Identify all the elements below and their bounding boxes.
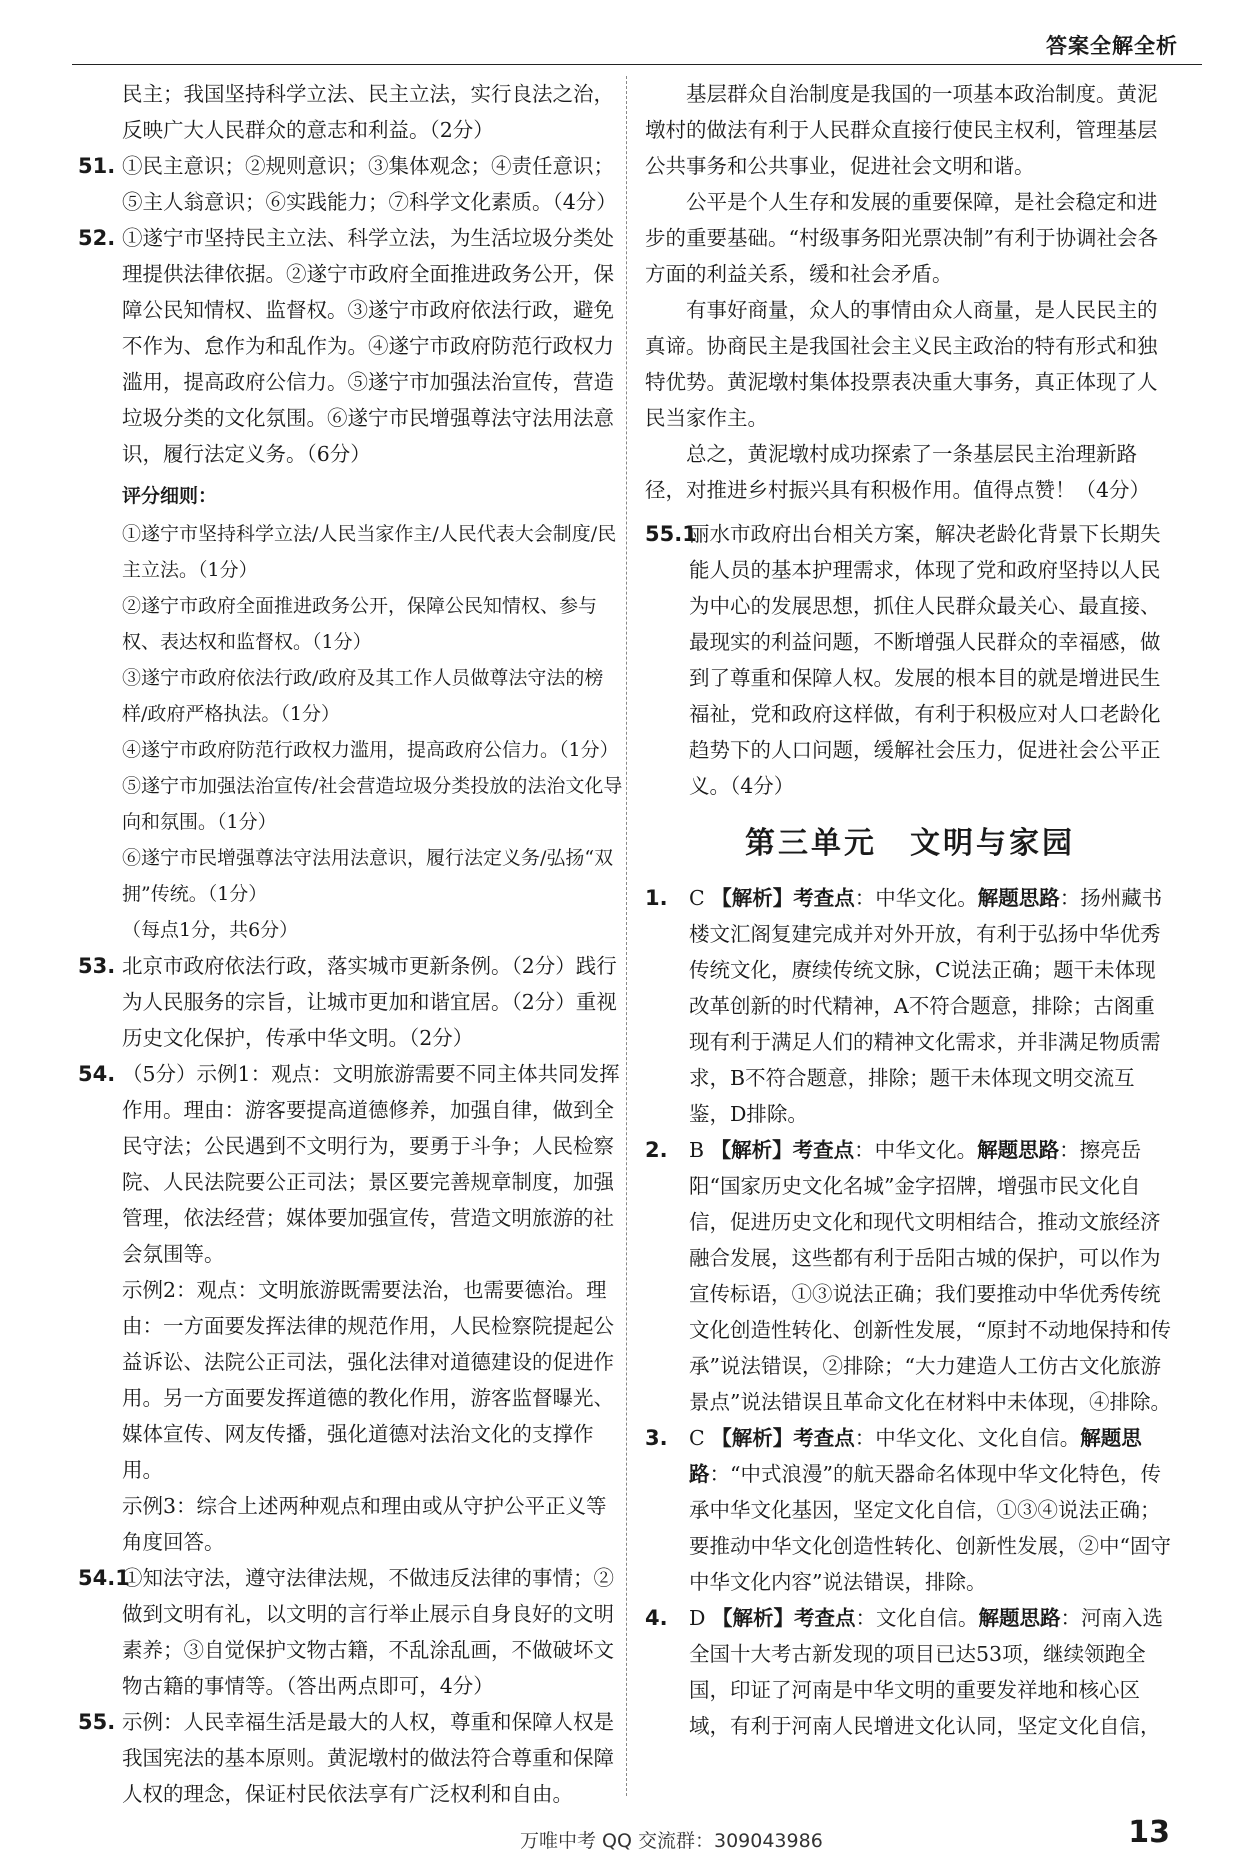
- answer-54: [78, 1056, 623, 1560]
- answer-text: ①遂宁市坚持民主立法、科学立法，为生活垃圾分类处理提供法律依据。②遂宁市政府全面推进政务公开，保障公民知情权、监督权。③遂宁市政府依法行政，避免不作为、怠作为和乱作为。④遂宁市政府防范行政权力滥用，提高政府公信力。⑤遂宁市加强法治宣传，营造垃圾分类的文化氛围。⑥遂宁市民增强尊法守法用法意识，履行法定义务。（6分）: [122, 226, 614, 466]
- answer-53: [78, 948, 623, 1056]
- scoring-detail: ①遂宁市坚持科学立法/人民当家作主/人民代表大会制度/民主立法。（1分）: [122, 523, 617, 581]
- explanation: ：“中式浪漫”的航天器命名体现中华文化特色，传承中华文化基因，坚定文化自信，①③④说法正确；要推动中华文化创造性转化、创新性发展，②中“固守中华文化内容”说法错误，排除。: [689, 1462, 1171, 1594]
- answer-54-1: [78, 1560, 623, 1704]
- scoring-detail: （每点1分，共6分）: [122, 919, 299, 941]
- analysis-label: 【解析】: [710, 1138, 793, 1162]
- answer-text: [689, 1132, 1175, 1420]
- choice: D: [689, 1606, 706, 1630]
- example-1: （5分）示例1：观点：文明旅游需要不同主体共同发挥作用。理由：游客要提高道德修养，加强自律，做到全民守法；公民遇到不文明行为，要勇于斗争；人民检察院、人民法院要公正司法；景区要完善规章制度，加强管理，依法经营；媒体要加强宣传，营造文明旅游的社会氛围等。: [122, 1062, 620, 1266]
- scoring-detail: ④遂宁市政府防范行政权力滥用，提高政府公信力。（1分）: [122, 739, 619, 761]
- header-rule: [72, 64, 1202, 65]
- answer-text: ①知法守法，遵守法律法规，不做违反法律的事情；②做到文明有礼，以文明的言行举止展示自身良好的文明素养；③自觉保护文物古籍，不乱涂乱画，不做破坏文物古籍的事情等。（答出两点即可，4分）: [122, 1566, 614, 1698]
- right-column: [645, 76, 1175, 1744]
- scoring-detail-title: 评分细则：: [122, 485, 218, 507]
- answer-2: [645, 1132, 1175, 1420]
- question-number: 54.: [78, 1062, 116, 1086]
- choice: C: [689, 886, 705, 910]
- question-number: 1.: [645, 886, 668, 910]
- paragraph: 基层群众自治制度是我国的一项基本政治制度。黄泥墩村的做法有利于人民群众直接行使民主权利，管理基层公共事务和公共事业，促进社会文明和谐。: [645, 82, 1158, 178]
- explanation: ：扬州藏书楼文汇阁复建完成并对外开放，有利于弘扬中华优秀传统文化，赓续传统文脉，C说法正确；题干未体现改革创新的时代精神，A不符合题意，排除；古阁重现有利于满足人们的精神文化需求，并非满足物质需求，B不符合题意，排除；题干未体现文明交流互鉴，D排除。: [689, 886, 1163, 1126]
- answer-55-1: [645, 516, 1175, 804]
- thinking-label: 解题思路: [977, 1138, 1060, 1162]
- question-number: 53.: [78, 954, 116, 978]
- point: ：中华文化、文化自信。: [854, 1426, 1081, 1450]
- answer-55: [78, 1704, 623, 1812]
- question-number: 54.1: [78, 1566, 130, 1590]
- question-number: 3.: [645, 1426, 668, 1450]
- explanation: ：擦亮岳阳“国家历史文化名城”金字招牌，增强市民文化自信，促进历史文化和现代文明相结合，推动文旅经济融合发展，这些都有利于岳阳古城的保护，可以作为宣传标语，①③说法正确；我们要推动中华优秀传统文化创造性转化、创新性发展，“原封不动地保持和传承”说法错误，②排除；“大力建造人工仿古文化旅游景点”说法错误且革命文化在材料中未体现，④排除。: [689, 1138, 1171, 1414]
- answer-3: [645, 1420, 1175, 1600]
- column-divider: [626, 76, 627, 1796]
- question-number: 55.: [78, 1710, 116, 1734]
- answer-text: ①民主意识；②规则意识；③集体观念；④责任意识；⑤主人翁意识；⑥实践能力；⑦科学文化素质。（4分）: [122, 154, 617, 214]
- answer-51: [78, 148, 623, 220]
- question-number: 51.: [78, 154, 116, 178]
- analysis-label: 【解析】: [711, 1426, 794, 1450]
- footer-brand: 万唯中考 QQ 交流群：309043986: [520, 1830, 823, 1852]
- scoring-detail: ⑥遂宁市民增强尊法守法用法意识，履行法定义务/弘扬“双拥”传统。（1分）: [122, 847, 614, 905]
- point-label: 考查点: [793, 886, 855, 910]
- answer-text: [689, 1600, 1175, 1744]
- question-number: 2.: [645, 1138, 668, 1162]
- question-number: 4.: [645, 1606, 668, 1630]
- analysis-label: 【解析】: [711, 886, 794, 910]
- page-number: 13: [1128, 1815, 1170, 1850]
- paragraph: 有事好商量，众人的事情由众人商量，是人民民主的真谛。协商民主是我国社会主义民主政治的特有形式和独特优势。黄泥墩村集体投票表决重大事务，真正体现了人民当家作主。: [645, 298, 1158, 430]
- answer-text: 丽水市政府出台相关方案，解决老龄化背景下长期失能人员的基本护理需求，体现了党和政府坚持以人民为中心的发展思想，抓住人民群众最关心、最直接、最现实的利益问题，不断增强人民群众的幸福感，做到了尊重和保障人权。发展的根本目的就是增进民生福祉，党和政府这样做，有利于积极应对人口老龄化趋势下的人口问题，缓解社会压力，促进社会公平正义。（4分）: [689, 522, 1161, 798]
- question-number: 52.: [78, 226, 116, 250]
- thinking-label: 解题思路: [977, 886, 1060, 910]
- left-column: [78, 76, 623, 1812]
- answer-text: 北京市政府依法行政，落实城市更新条例。（2分）践行为人民服务的宗旨，让城市更加和谐宜居。（2分）重视历史文化保护，传承中华文明。（2分）: [122, 954, 617, 1050]
- header-tag: 答案全解全析: [1046, 34, 1178, 58]
- answer-text: 示例：人民幸福生活是最大的人权，尊重和保障人权是我国宪法的基本原则。黄泥墩村的做法符合尊重和保障人权的理念，保证村民依法享有广泛权利和自由。: [122, 1710, 614, 1806]
- answer-text: [689, 1420, 1175, 1600]
- unit-title: 第三单元 文明与家园: [745, 826, 1075, 861]
- point-label: 考查点: [793, 1606, 856, 1630]
- point: ：中华文化。: [854, 1138, 978, 1162]
- question-number: 55.1: [645, 522, 697, 546]
- point: ：中华文化。: [854, 886, 978, 910]
- choice: C: [689, 1426, 705, 1450]
- answer-text: [689, 880, 1175, 1132]
- point: ：文化自信。: [855, 1606, 979, 1630]
- explanation: ：河南入选全国十大考古新发现的项目已达53项，继续领跑全国，印证了河南是中华文明的重要发祥地和核心区域，有利于河南人民增进文化认同，坚定文化自信，: [689, 1606, 1163, 1738]
- choice: B: [689, 1138, 705, 1162]
- answer-52: [78, 220, 623, 948]
- example-2: 示例2：观点：文明旅游既需要法治，也需要德治。理由：一方面要发挥法律的规范作用，人民检察院提起公益诉讼、法院公正司法，强化法律对道德建设的促进作用。另一方面要发挥道德的教化作用，游客监督曝光、媒体宣传、网友传播，强化道德对法治文化的支撑作用。: [122, 1278, 614, 1482]
- paragraph: 公平是个人生存和发展的重要保障，是社会稳定和进步的重要基础。“村级事务阳光票决制”有利于协调社会各方面的利益关系，缓和社会矛盾。: [645, 190, 1158, 286]
- answer-4: [645, 1600, 1175, 1744]
- scoring-detail: ③遂宁市政府依法行政/政府及其工作人员做尊法守法的榜样/政府严格执法。（1分）: [122, 667, 604, 725]
- answer-1: [645, 880, 1175, 1132]
- example-3: 示例3：综合上述两种观点和理由或从守护公平正义等角度回答。: [122, 1494, 607, 1554]
- scoring-detail: ⑤遂宁市加强法治宣传/社会营造垃圾分类投放的法治文化导向和氛围。（1分）: [122, 775, 623, 833]
- scoring-detail: ②遂宁市政府全面推进政务公开，保障公民知情权、参与权、表达权和监督权。（1分）: [122, 595, 598, 653]
- thinking-label: 解题思路: [689, 1426, 1142, 1486]
- thinking-label: 解题思路: [978, 1606, 1061, 1630]
- continued-answer: 民主；我国坚持科学立法、民主立法，实行良法之治，反映广大人民群众的意志和利益。（2分）: [122, 82, 614, 142]
- point-label: 考查点: [793, 1426, 855, 1450]
- paragraph: 总之，黄泥墩村成功探索了一条基层民主治理新路径，对推进乡村振兴具有积极作用。值得点赞！（4分）: [645, 442, 1151, 502]
- point-label: 考查点: [792, 1138, 855, 1162]
- analysis-label: 【解析】: [711, 1606, 794, 1630]
